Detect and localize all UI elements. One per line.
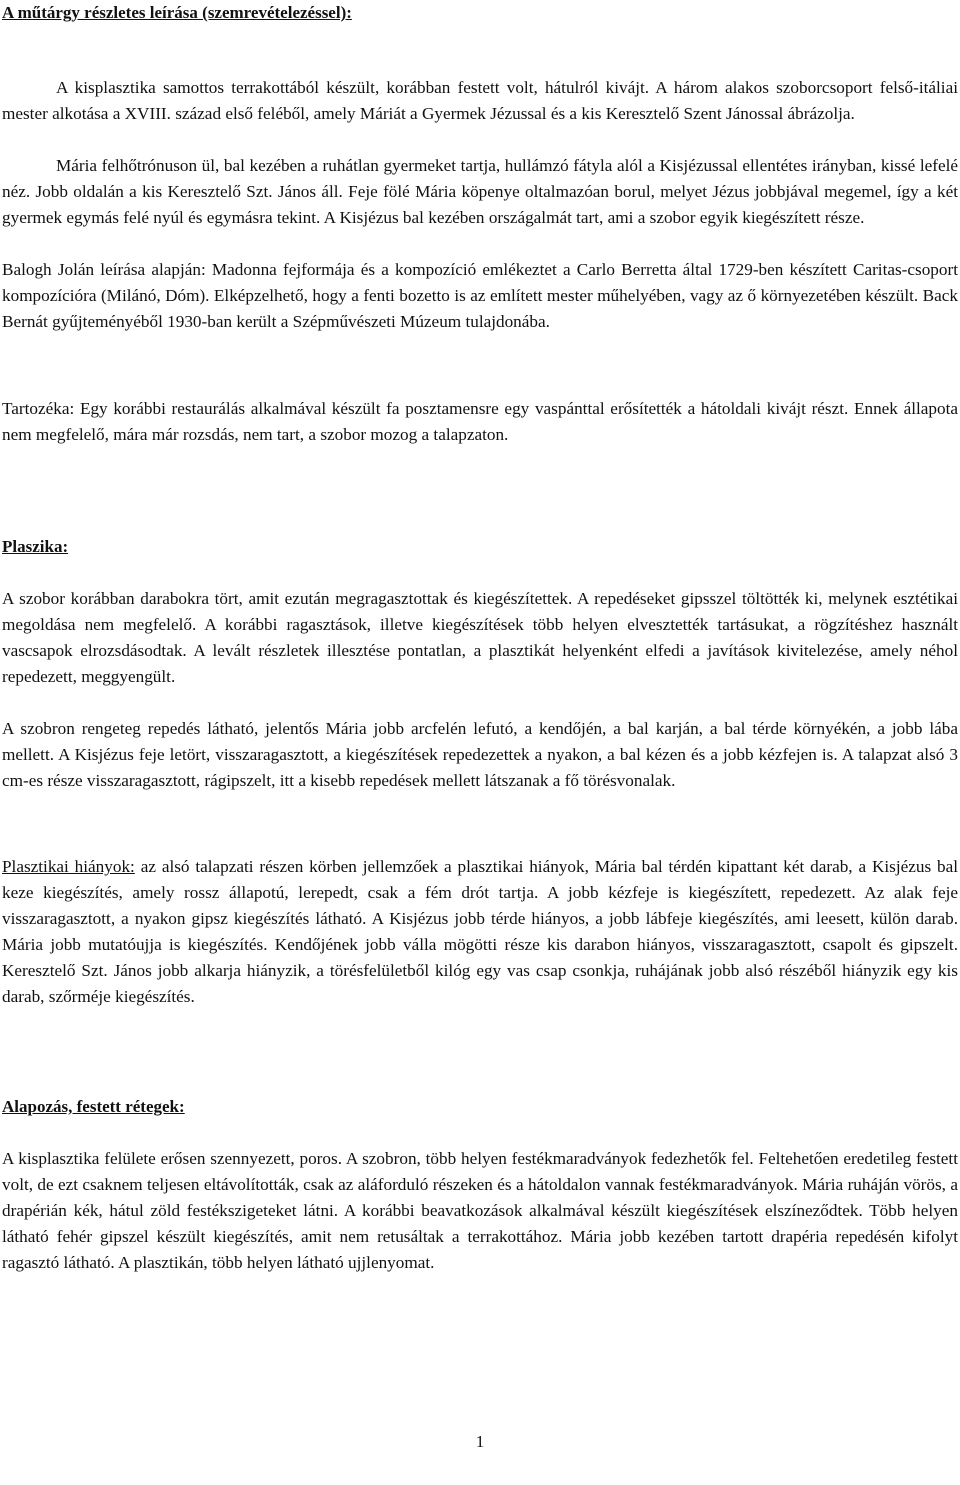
paragraph-composition: Mária felhőtrónuson ül, bal kezében a ruhátlan gyermeket tartja, hullámzó fátyla alól a Kisjézussal ellentétes irányban, kissé lefelé néz. Jobb oldalán a kis Keresztelő Szt. János áll. Feje fölé Mária köpenye oltalmazóan borul, melyet Jézus jobbjával megemel, így a két gyermek egymás felé nyúl és egymásra tekint. A Kisjézus bal kezében országalmát tart, ami a szobor egyik kiegészített része.	[2, 156, 958, 227]
section-heading-plastic: Plaszika:	[2, 537, 69, 556]
paragraph-attribution: Balogh Jolán leírása alapján: Madonna fejformája és a kompozíció emlékeztet a Carlo Berretta által 1729-ben készített Caritas-csoport kompozícióra (Milánó, Dóm). Elképzelhető, hogy a fenti bozetto is az említett mester műhelyében, vagy az ő környezetében készült. Back Bernát gyűjteményéből 1930-ban került a Szépművészeti Múzeum tulajdonába.	[2, 260, 958, 331]
paragraph-intro: A kisplasztika samottos terrakottából készült, korábban festett volt, hátulról kivájt. A három alakos szoborcsoport felső-itáliai mester alkotása a XVIII. század első feléből, amely Máriát a Gyermek Jézussal és a kis Keresztelő Szent Jánossal ábrázolja.	[2, 78, 958, 123]
paragraph-plastic-damage: A szobor korábban darabokra tört, amit ezután megragasztottak és kiegészítettek. A repedéseket gipsszel töltötték ki, melynek esztétikai megoldása nem megfelelő. A korábbi ragasztások, illetve kiegészítések több helyen elvesztették tartásukat, a rögzítéshez használt vascsapok elrozsdásodtak. A levált részletek illesztése pontatlan, a plasztikát helyenként elfedi a javítások kivitelezése, amely néhol repedezett, meggyengült.	[2, 589, 958, 686]
section-heading-description: A műtárgy részletes leírása (szemrevételezéssel):	[2, 3, 352, 22]
paragraph-coatings: A kisplasztika felülete erősen szennyezett, poros. A szobron, több helyen festékmaradványok fedezhetők fel. Feltehetően eredetileg festett volt, de ezt csaknem teljesen eltávolították, csak az aláforduló részeken és a hátoldalon vannak festékmaradványok. Mária ruháján vörös, a drapérián kék, hátul zöld festékszigeteket látni. A korábbi beavatkozások alkalmával készült kiegészítések elszíneződtek. Több helyen látható fehér gipszel készült kiegészítés, amit nem retusáltak a terrakottához. Mária jobb kezében tartott drapéria repedésén kifolyt ragasztó látható. A plasztikán, több helyen látható ujjlenyomat.	[2, 1149, 958, 1272]
paragraph-cracks: A szobron rengeteg repedés látható, jelentős Mária jobb arcfelén lefutó, a kendőjén, a bal karján, a bal térde környékén, a jobb lába mellett. A Kisjézus feje letört, visszaragasztott, a kiegészítések repedezettek a nyakon, a bal kézen és a jobb kézfejen is. A talapzat alsó 3 cm-es része visszaragasztott, rágipszelt, itt a kisebb repedések mellett látszanak a fő törésvonalak.	[2, 719, 958, 790]
plastic-losses-text: az alsó talapzati részen körben jellemzőek a plasztikai hiányok, Mária bal térdén kipattant két darab, a Kisjézus bal keze kiegészítés, amely rossz állapotú, lerepedt, csak a fém drót tartja. A jobb kézfeje is kiegészített, repedezett. Az alak feje visszaragasztott, a nyakon gipsz kiegészítés látható. A Kisjézus jobb térde hiányos, a jobb lábfeje kiegészítés, ami leesett, külön darab. Mária jobb mutatóujja is kiegészítés. Kendőjének jobb válla mögötti része kis darabon hiányos, visszaragasztott, csapolt és gipszelt. Keresztelő Szt. János jobb alkarja hiányzik, a törésfelületből kilóg egy vas csap csonkja, ruhájának jobb alsó részéből hiányzik egy kis darab, szőrméje kiegészítés.	[2, 857, 958, 1006]
paragraph-plastic-losses	[2, 854, 958, 1010]
page-number: 1	[475, 1432, 485, 1451]
section-heading-coatings: Alapozás, festett rétegek:	[2, 1097, 185, 1116]
plastic-losses-label: Plasztikai hiányok:	[2, 857, 135, 876]
paragraph-accessory: Tartozéka: Egy korábbi restaurálás alkalmával készült fa posztamensre egy vaspánttal erősítették a hátoldali kivájt részt. Ennek állapota nem megfelelő, mára már rozsdás, nem tart, a szobor mozog a talapzaton.	[2, 399, 958, 444]
